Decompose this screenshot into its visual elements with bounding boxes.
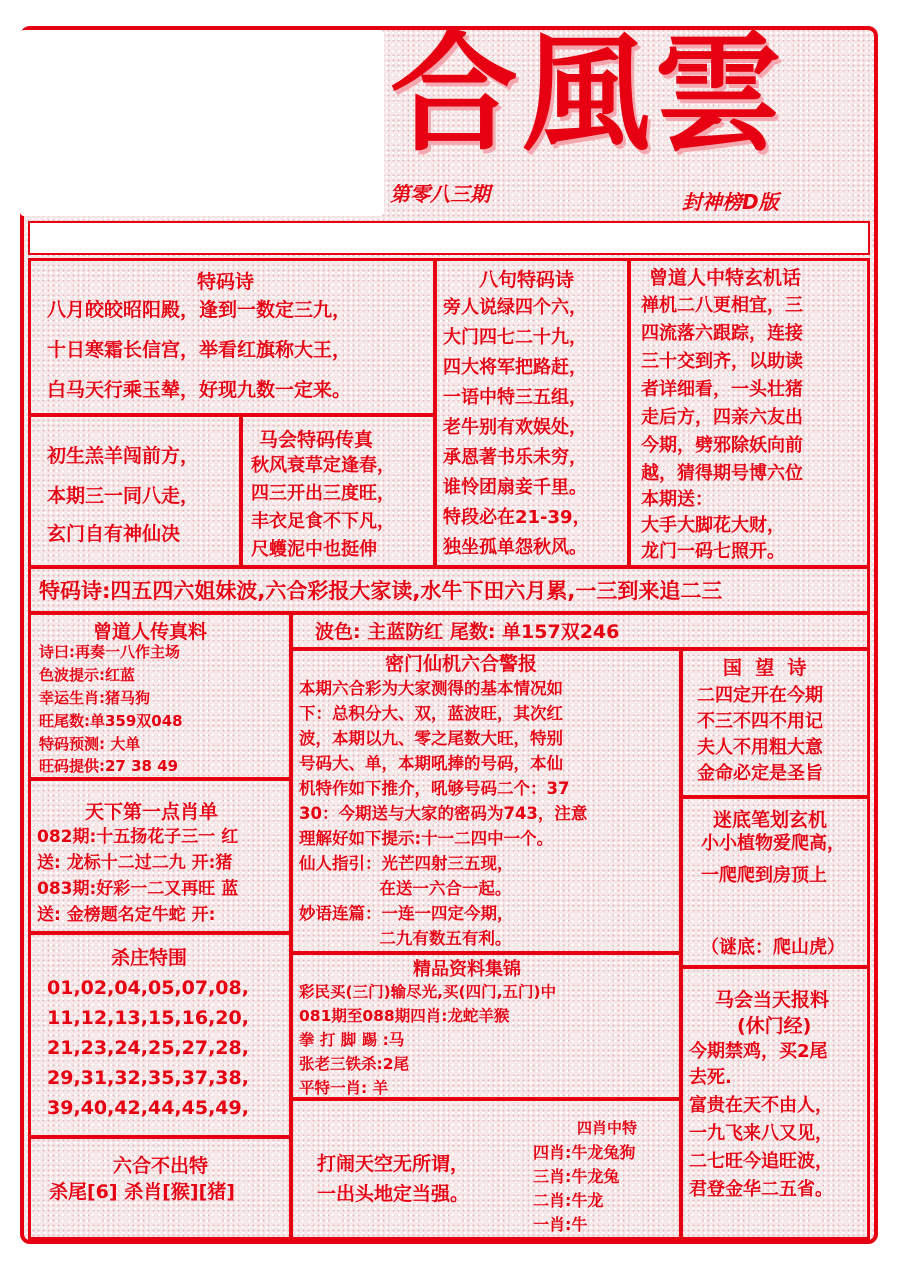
kill-line: 01,02,04,05,07,08,: [47, 977, 249, 999]
fax-line: 诗曰:再奏一八作主场: [39, 643, 180, 661]
mahui-daily-line: 君登金华二五省。: [689, 1179, 833, 1200]
jingpin-line: 081期至088期四肖:龙蛇羊猴: [299, 1007, 510, 1025]
four-xiao-line: 三肖:牛龙兔: [533, 1167, 620, 1186]
zeng-daoren-box: [628, 258, 870, 568]
mimen-box: [290, 648, 682, 954]
kill-line: 39,40,42,44,45,49,: [47, 1097, 249, 1119]
kill-box: [28, 932, 292, 1138]
riddle-title: 迷底笔划玄机: [713, 809, 828, 831]
sanyang-line: 初生羔羊闯前方，: [47, 445, 200, 467]
zeng-daoren-title: 曾道人中特玄机话: [649, 267, 802, 289]
mimen-line: 在送一六合一起。: [299, 879, 512, 898]
eight-lines-line: 一语中特三五组，: [443, 387, 587, 408]
jingpin-line: 彩民买(三门)输尽光,买(四门,五门)中: [299, 983, 557, 1001]
zeng-daoren-line: 今期，劈邪除妖向前: [641, 435, 803, 456]
no-tema-box: [28, 1136, 292, 1240]
mimen-line: 机特作如下推介，吼够号码二个：37: [299, 779, 570, 798]
no-tema-title: 六合不出特: [113, 1155, 209, 1177]
tema-poem-line: 八月皎皎昭阳殿，逢到一数定三九，: [47, 299, 352, 321]
bottom-center-box: [290, 1098, 682, 1240]
riddle-answer: （谜底：爬山虎）: [701, 937, 845, 958]
mahui-fax-title: 马会特码传真: [259, 429, 374, 451]
mimen-line: 仙人指引：光芒四射三五现，: [299, 854, 514, 873]
mimen-line: 本期六合彩为大家测得的基本情况如: [299, 679, 563, 698]
mahui-daily-title: 马会当天报料: [715, 989, 830, 1011]
mahui-daily-line: 二七旺今追旺波，: [689, 1151, 833, 1172]
header-stripe: [28, 221, 870, 255]
dawn-line: 一出头地定当强。: [317, 1183, 470, 1205]
eight-lines-line: 旁人说绿四个六，: [443, 297, 587, 318]
color-tail-box: [290, 612, 870, 650]
mahui-daily-line: 今期禁鸡，买2尾: [689, 1041, 828, 1062]
mimen-line: 下：总积分大、双，蓝波旺，其次红: [299, 704, 563, 723]
first-xiao-line: 送: 金榜题名定牛蛇 开:: [37, 905, 216, 925]
zeng-daoren-line: 走后方，四亲六友出: [641, 407, 803, 428]
eight-lines-line: 谁怜团扇妾千里。: [443, 477, 587, 498]
mahui-daily-line: 去死.: [689, 1067, 732, 1088]
fax-line: 旺码提供:27 38 49: [39, 757, 179, 775]
mimen-line: 30：今期送与大家的密码为743，注意: [299, 804, 588, 823]
mahui-fax-box: [240, 414, 436, 568]
sanyang-line: 玄门自有神仙决: [47, 523, 181, 545]
mimen-line: 理解好如下提示:十一二四中一个。: [299, 829, 554, 848]
mahui-daily-subtitle: (休门经): [737, 1015, 812, 1037]
jingpin-line: 张老三铁杀:2尾: [299, 1055, 409, 1073]
jingpin-box: [290, 952, 682, 1100]
eight-lines-line: 特段必在21-39，: [443, 507, 591, 528]
eight-lines-line: 四大将军把路赶，: [443, 357, 587, 378]
mahui-fax-line: 丰衣足食不下凡，: [251, 511, 395, 532]
no-tema-text: 杀尾[6] 杀肖[猴][猪]: [49, 1181, 235, 1203]
mahui-daily-line: 一九飞来八又见，: [689, 1123, 833, 1144]
zeng-daoren-line: 大手大脚花大财，: [641, 515, 785, 536]
fax-line: 幸运生肖:猪马狗: [39, 689, 150, 707]
mimen-line: 波，本期以九、零之尾数大旺，特别: [299, 729, 563, 748]
eight-lines-line: 承恩著书乐未穷，: [443, 447, 587, 468]
color-tail-text: 波色: 主蓝防红 尾数: 单157双246: [315, 621, 620, 643]
dawn-line: 打闹天空无所谓，: [317, 1153, 470, 1175]
fax-line: 特码预测: 大单: [39, 735, 141, 753]
zeng-daoren-line: 龙门一码七照开。: [641, 541, 785, 562]
mimen-line: 号码大、单，本期吼捧的号码，本仙: [299, 754, 563, 773]
masthead-title: 合風雲: [390, 19, 787, 169]
mahui-fax-line: 秋风衰草定逢春，: [251, 455, 395, 476]
guowang-box: [680, 648, 870, 798]
tema-poem-line: 白马天行乘玉辇，好现九数一定来。: [47, 379, 352, 401]
jingpin-line: 平特一肖: 羊: [299, 1079, 389, 1097]
mimen-line: 二九有数五有利。: [299, 929, 512, 948]
eight-lines-line: 大门四七二十九，: [443, 327, 587, 348]
issue-number: 第零八三期: [390, 182, 490, 206]
sanyang-line: 本期三一同八走，: [47, 485, 200, 507]
jingpin-line: 拳 打 脚 踢 :马: [299, 1031, 405, 1049]
fax-title: 曾道人传真料: [93, 621, 208, 643]
zeng-daoren-line: 三十交到齐，以助读: [641, 351, 803, 372]
eight-lines-line: 老牛别有欢娱处，: [443, 417, 587, 438]
zeng-daoren-line: 越，猜得期号博六位: [641, 463, 803, 484]
edition-label: 封神榜D版: [682, 190, 779, 214]
mimen-title: 密门仙机六合警报: [385, 653, 538, 675]
four-xiao-line: 一肖:牛: [533, 1215, 588, 1234]
riddle-box: [680, 796, 870, 968]
tema-poem-line: 十日寒霜长信宫，举看红旗称大王，: [47, 339, 352, 361]
sanyang-box: [28, 414, 242, 568]
zeng-daoren-line: 禅机二八更相宜，三: [641, 295, 803, 316]
four-xiao-line: 二肖:牛龙: [533, 1191, 604, 1210]
guowang-line: 二四定开在今期: [697, 685, 823, 706]
mimen-line: 妙语连篇：一连一四定今期，: [299, 904, 514, 923]
tema-poem-title: 特码诗: [197, 271, 255, 293]
first-xiao-line: 083期:好彩一二又再旺 蓝: [37, 879, 239, 899]
mahui-daily-box: [680, 966, 870, 1240]
eight-lines-line: 独坐孤单怨秋风。: [443, 537, 587, 558]
first-xiao-box: [28, 778, 292, 934]
zeng-daoren-line: 者详细看，一头壮猪: [641, 379, 803, 400]
mahui-daily-line: 富贵在天不由人，: [689, 1095, 833, 1116]
eight-lines-box: [434, 258, 630, 568]
guowang-line: 金命必定是圣旨: [697, 763, 823, 784]
tema-banner-text: 特码诗:四五四六姐妹波,六合彩报大家读,水牛下田六月累,一三到来追二三: [39, 579, 723, 603]
guowang-line: 夫人不用粗大意: [697, 737, 823, 758]
tema-poem-box: [28, 258, 436, 416]
fax-line: 色波提示:红蓝: [39, 666, 135, 684]
guowang-line: 不三不四不用记: [697, 711, 823, 732]
riddle-line: 小小植物爱爬高，: [701, 833, 845, 854]
guowang-title: 国 望 诗: [723, 657, 807, 679]
kill-title: 杀庄特围: [111, 947, 188, 969]
kill-line: 21,23,24,25,27,28,: [47, 1037, 249, 1059]
eight-lines-title: 八句特码诗: [479, 269, 575, 291]
four-xiao-line: 四肖:牛龙兔狗: [533, 1143, 636, 1162]
four-xiao-title: 四肖中特: [577, 1119, 638, 1137]
fax-line: 旺尾数:单359双048: [39, 712, 183, 730]
fax-box: [28, 612, 292, 780]
first-xiao-title: 天下第一点肖单: [85, 801, 219, 823]
zeng-daoren-line: 本期送：: [641, 489, 713, 510]
kill-line: 11,12,13,15,16,20,: [47, 1007, 249, 1029]
zeng-daoren-line: 四流落六跟踪，连接: [641, 323, 803, 344]
mahui-fax-line: 四三开出三度旺，: [251, 483, 395, 504]
riddle-line: 一爬爬到房顶上: [701, 865, 827, 886]
jingpin-title: 精品资料集锦: [413, 959, 521, 980]
first-xiao-line: 082期:十五扬花子三一 红: [37, 827, 239, 847]
first-xiao-line: 送: 龙标十二过二九 开:猪: [37, 853, 233, 873]
logo-area: [20, 30, 384, 216]
mahui-fax-line: 尺蠖泥中也挺伸: [251, 539, 377, 560]
kill-line: 29,31,32,35,37,38,: [47, 1067, 249, 1089]
tema-banner: [28, 566, 870, 614]
